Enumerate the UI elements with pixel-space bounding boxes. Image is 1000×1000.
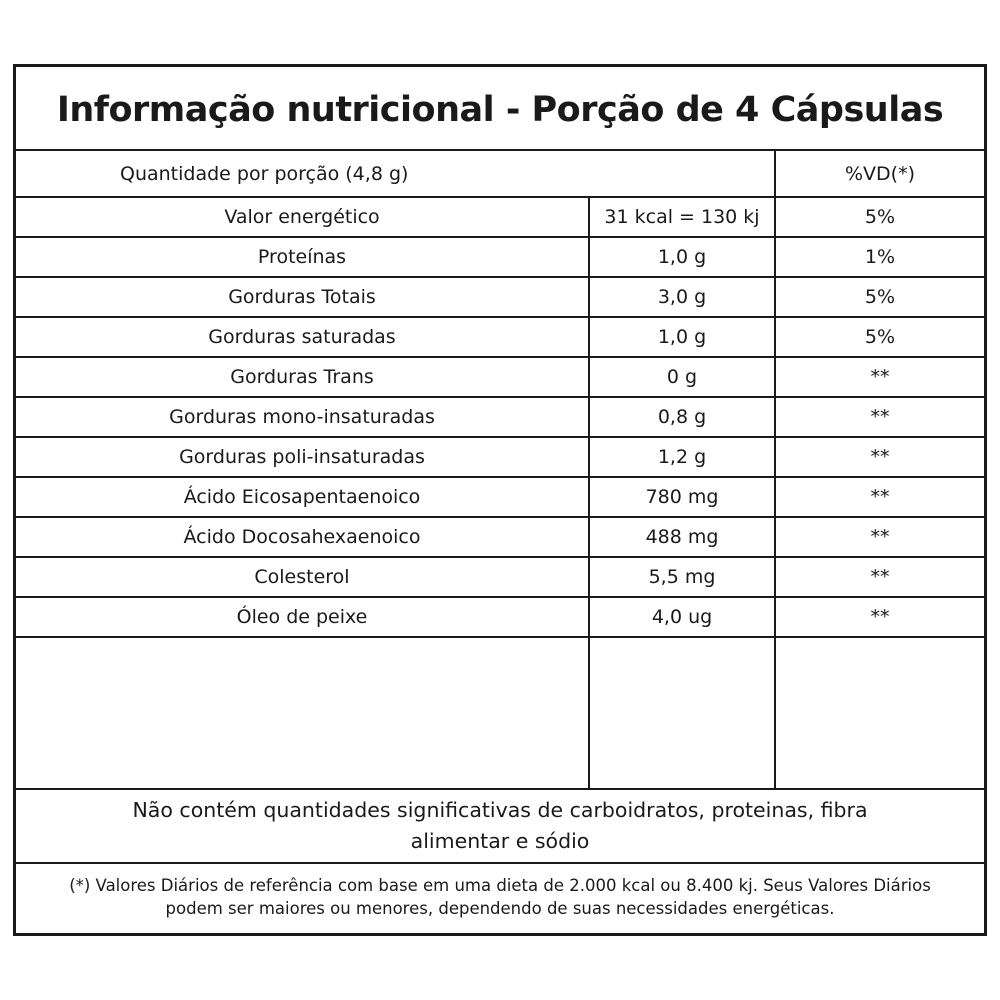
nutrient-name: Ácido Docosahexaenoico [16, 518, 588, 558]
serving-size-header: Quantidade por porção (4,8 g) [16, 151, 776, 198]
nutrient-daily-value: ** [776, 598, 984, 638]
nutrient-daily-value: ** [776, 438, 984, 478]
nutrient-daily-value: 5% [776, 278, 984, 318]
nutrient-daily-value: ** [776, 558, 984, 598]
nutrient-name: Gorduras saturadas [16, 318, 588, 358]
nutrient-amount: 1,0 g [588, 238, 776, 278]
nutrient-amount: 3,0 g [588, 278, 776, 318]
nutrient-daily-value: ** [776, 518, 984, 558]
footnote-line: podem ser maiores ou menores, dependendo de suas necessidades energéticas. [165, 898, 835, 918]
nutrition-table [16, 151, 984, 790]
daily-values-footnote [16, 864, 984, 929]
empty-cell [588, 638, 776, 790]
not-significant-note [16, 790, 984, 864]
empty-cell [16, 638, 588, 790]
label-title: Informação nutricional - Porção de 4 Cápsulas [16, 67, 984, 151]
nutrient-daily-value: ** [776, 398, 984, 438]
nutrient-name: Colesterol [16, 558, 588, 598]
nutrient-name: Proteínas [16, 238, 588, 278]
nutrient-daily-value: 1% [776, 238, 984, 278]
nutrient-amount: 31 kcal = 130 kj [588, 198, 776, 238]
nutrient-amount: 780 mg [588, 478, 776, 518]
nutrient-name: Gorduras mono-insaturadas [16, 398, 588, 438]
nutrient-amount: 4,0 ug [588, 598, 776, 638]
nutrient-daily-value: ** [776, 358, 984, 398]
nutrient-amount: 5,5 mg [588, 558, 776, 598]
nutrient-name: Ácido Eicosapentaenoico [16, 478, 588, 518]
nutrient-amount: 0,8 g [588, 398, 776, 438]
nutrient-amount: 488 mg [588, 518, 776, 558]
nutrient-daily-value: 5% [776, 318, 984, 358]
nutrition-label [13, 64, 987, 936]
note-line: Não contém quantidades significativas de carboidratos, proteinas, fibra [132, 798, 868, 822]
nutrient-daily-value: 5% [776, 198, 984, 238]
nutrient-amount: 1,0 g [588, 318, 776, 358]
nutrient-amount: 1,2 g [588, 438, 776, 478]
nutrient-name: Óleo de peixe [16, 598, 588, 638]
nutrient-daily-value: ** [776, 478, 984, 518]
nutrient-name: Gorduras Totais [16, 278, 588, 318]
nutrient-name: Valor energético [16, 198, 588, 238]
nutrient-amount: 0 g [588, 358, 776, 398]
nutrient-name: Gorduras Trans [16, 358, 588, 398]
empty-cell [776, 638, 984, 790]
footnote-line: (*) Valores Diários de referência com base em uma dieta de 2.000 kcal ou 8.400 kj. Seus Valores Diários [69, 875, 931, 895]
daily-value-header: %VD(*) [776, 151, 984, 198]
nutrient-name: Gorduras poli-insaturadas [16, 438, 588, 478]
note-line: alimentar e sódio [410, 829, 590, 853]
